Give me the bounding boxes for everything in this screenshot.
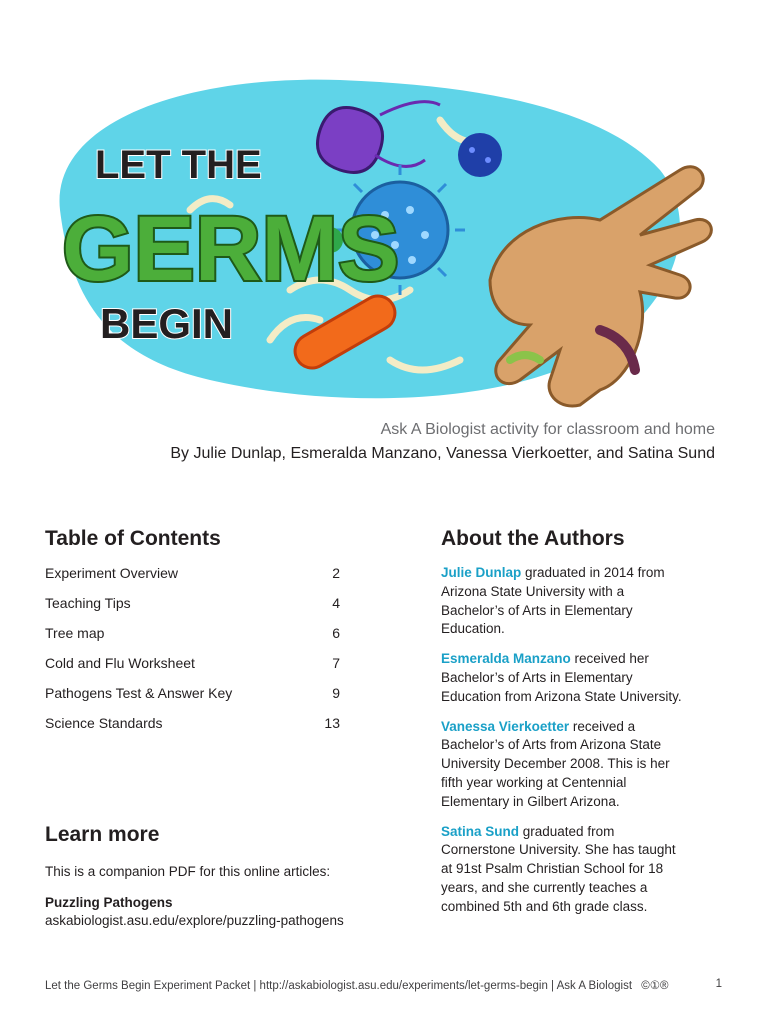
footer bbox=[45, 978, 669, 992]
article-title[interactable]: Puzzling Pathogens bbox=[45, 895, 173, 910]
toc-item[interactable] bbox=[45, 683, 340, 713]
toc-item[interactable] bbox=[45, 593, 340, 623]
author-entry bbox=[441, 564, 686, 639]
hero-title-line2: GERMS bbox=[62, 198, 400, 300]
toc-item-label: Cold and Flu Worksheet bbox=[45, 655, 195, 671]
author-entry bbox=[441, 823, 686, 917]
toc-item-label: Experiment Overview bbox=[45, 565, 179, 581]
toc-item-page: 13 bbox=[324, 715, 340, 731]
authors-list bbox=[441, 564, 686, 928]
toc-item[interactable] bbox=[45, 653, 340, 683]
toc-heading: Table of Contents bbox=[45, 527, 221, 550]
learn-more-text: This is a companion PDF for this online articles: bbox=[45, 864, 331, 879]
navy-virus-icon bbox=[458, 133, 502, 177]
author-name[interactable]: Vanessa Vierkoetter bbox=[441, 718, 570, 734]
author-bio: received a Bachelor’s of Arts from Arizona State University December 2008. This is her fifth year working at Centennial Elementary in Gilbert Arizona. bbox=[441, 718, 670, 809]
footer-text: Let the Germs Begin Experiment Packet | http://askabiologist.asu.edu/experiments/let-germs-begin | Ask A Biologist bbox=[45, 980, 633, 992]
author-entry bbox=[441, 718, 686, 812]
toc-item-page: 2 bbox=[332, 565, 340, 581]
toc-item-label: Tree map bbox=[45, 625, 105, 641]
author-bio: graduated in 2014 from Arizona State University with a Bachelor’s of Arts in Elementary Education. bbox=[441, 565, 665, 637]
subtitle: Ask A Biologist activity for classroom and home bbox=[380, 421, 715, 438]
toc-item-label: Pathogens Test & Answer Key bbox=[45, 685, 233, 701]
byline: By Julie Dunlap, Esmeralda Manzano, Vanessa Vierkoetter, and Satina Sund bbox=[170, 445, 715, 462]
hero-illustration bbox=[40, 60, 740, 420]
toc-item-label: Science Standards bbox=[45, 715, 163, 731]
author-name[interactable]: Julie Dunlap bbox=[441, 565, 522, 580]
author-name[interactable]: Esmeralda Manzano bbox=[441, 651, 571, 667]
toc-item-page: 7 bbox=[332, 655, 340, 671]
toc-list bbox=[45, 563, 340, 743]
toc-item-page: 4 bbox=[332, 595, 340, 611]
authors-heading: About the Authors bbox=[441, 527, 625, 550]
article-link[interactable]: askabiologist.asu.edu/explore/puzzling-pathogens bbox=[45, 913, 344, 928]
hero-title-line1: LET THE bbox=[95, 143, 262, 187]
author-name[interactable]: Satina Sund bbox=[441, 823, 520, 839]
hero-title-line3: BEGIN bbox=[100, 300, 234, 347]
toc-item[interactable] bbox=[45, 563, 340, 593]
page-number: 1 bbox=[715, 978, 722, 990]
toc-item-label: Teaching Tips bbox=[45, 595, 131, 611]
toc-item-page: 6 bbox=[332, 625, 340, 641]
author-bio: graduated from Cornerstone University. She has taught at 91st Psalm Christian School for 18 years, and she currently teaches a combined 5th and 6th grade class. bbox=[441, 823, 676, 914]
author-bio: received her Bachelor’s of Arts in Elementary Education from Arizona State University. bbox=[441, 651, 682, 704]
toc-item-page: 9 bbox=[332, 685, 340, 701]
learn-more-heading: Learn more bbox=[45, 823, 160, 846]
toc-item[interactable] bbox=[45, 623, 340, 653]
author-entry bbox=[441, 650, 686, 706]
license-icon: ©①® bbox=[641, 980, 669, 992]
toc-item[interactable] bbox=[45, 713, 340, 743]
